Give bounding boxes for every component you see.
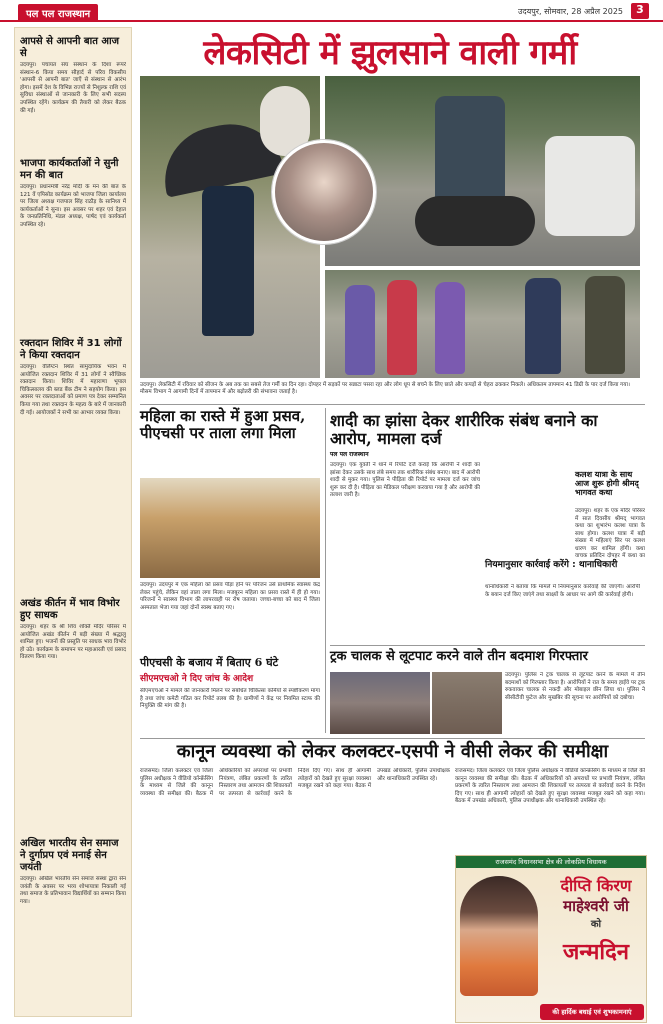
lead-photo-inset-circle [272,140,376,244]
left-item-body: उदयपुर। प्रधानमंत्री नरेंद्र मोदी के मन की बात के 121 वें एपिसोड कार्यक्रम को भाजपा जिला कार्यालय पर जिला अध्यक्ष गजपाल सिंह राठौड़ के सानिध्य में कार्यकर्ताओं ने सुना। इस अवसर पर शहर एवं देहात के जनप्रतिनिधि, मंडल अध्यक्ष, पार्षद एवं कार्यकर्ता उपस्थित रहे। [20,184,126,228]
story-subheadline: नियमानुसार कार्रवाई करेंगे : थानाधिकारी [485,560,618,570]
left-item [20,838,126,996]
story-kicker: सीएमएचओ ने दिए जांच के आदेश [140,674,254,684]
ad-name-line2: माहेश्वरी जी [563,897,629,915]
lead-photo-pedestrians [325,270,640,378]
ad-band: राजसमंद विधानसभा क्षेत्र की लोकप्रिय विधायक [456,856,646,868]
masthead [0,0,663,22]
story-headline: शादी का झांसा देकर शारीरिक संबंध बनाने का आरोप, मामला दर्ज [330,411,598,448]
story-photo-phc [140,478,320,578]
story-photo-police [432,672,502,734]
left-item-body: उदयपुर। अखिल भारतीय सेन समाज संस्था द्वारा सेन जयंती के अवसर पर भव्य शोभायात्रा निकाली गई तथा समाज के प्रतिभावान विद्यार्थियों का सम्मान किया गया। [20,876,126,905]
lead-headline: लेकसिटी में झुलसाने वाली गर्मी [203,33,577,73]
story-byline: पल पल राजस्थान [330,451,369,458]
ad-connector: को [590,919,602,930]
story-body: उदयपुर। पुलिस ने ट्रक चालक से लूटपाट करने के मामले में तीन बदमाशों को गिरफ्तार किया है। आरोपियों ने रात के समय हाईवे पर ट्रक रुकवाकर चालक से नकदी और मोबाइल छीन लिया था। पुलिस ने सीसीटीवी फुटेज और मुखबिर की सूचना पर आरोपियों को दबोचा। [505,672,645,701]
story-body: राजसमंद। जिला कलक्टर एवं जिला पुलिस अधीक्षक ने वीडियो कॉन्फ्रेंसिंग के माध्यम से जिले की कानून व्यवस्था की समीक्षा की। बैठक में अधिकारियों को अपराधों पर प्रभावी नियंत्रण, लंबित प्रकरणों के त्वरित निस्तारण तथा आमजन की शिकायतों पर तत्परता से कार्रवाई करने के निर्देश दिए गए। साथ ही आगामी त्योहारों को देखते हुए सुरक्षा व्यवस्था मजबूत रखने को कहा गया। बैठक में उपखंड अधिकारी, पुलिस उपाधीक्षक और थानाधिकारी उपस्थित रहे। [140,768,450,797]
left-column [14,27,132,1017]
story-body: सीएमएचओ ने मामले की जानकारी मिलने पर संबंधित चिकित्सा कर्मियों से स्पष्टीकरण मांगा है तथा जांच कमेटी गठित कर रिपोर्ट तलब की है। ग्रामीणों ने केंद्र पर नियमित स्टाफ की नियुक्ति की मांग की है। [140,688,320,709]
left-item-heading: अखिल भारतीय सेन समाज ने दुर्गाप्रप एवं मनाई सेन जयंती [20,838,119,873]
left-item [20,598,126,834]
story-headline: ट्रक चालक से लूटपाट करने वाले तीन बदमाश गिरफ्तार [330,649,588,664]
story-headline: महिला का रास्ते में हुआ प्रसव, पीएचसी पर ताला लगा मिला [140,407,306,442]
left-item [20,158,126,334]
scooter-shape [415,196,535,246]
story-body: थानाधिकारी ने बताया कि मामले में नियमानुसार कार्रवाई की जाएगी। आरोपी के बयान दर्ज किए जाएंगे तथा साक्ष्यों के आधार पर आगे की कार्रवाई होगी। [485,584,640,598]
divider [330,645,645,646]
story-headline: कानून व्यवस्था को लेकर कलक्टर-एसपी ने वीसी लेकर की समीक्षा [176,741,609,762]
divider [140,738,645,739]
pedestrian-figure [585,276,625,374]
left-item-heading: अखंड कीर्तन में भाव विभोर हुए साधक [20,598,120,621]
student-figure [202,186,254,336]
pedestrian-figure [387,280,417,375]
divider [140,404,645,405]
car-shape [545,136,635,236]
story-photo-accused [330,672,430,734]
left-item-body: उदयपुर। पचायत संघ संस्थान के दिशा रूपरे संस्थान-6 किया समय सौहार्द से परिव विकसीय 'आपसी से आपनी बात' जाएँ से संस्थान से आरंभ होगा। इसमें देश के विभिन्न राज्यों से निशुल्क राशि एवं सुविधा संस्थाओं से जानकारी के लिए सभी सदस्य उपस्थित रहेंगे। कार्यक्रम की तैयारी को लेकर बैठक की गई। [20,62,126,114]
story-body: उदयपुर। शहर के एक मंदिर परिसर में सात दिवसीय श्रीमद् भागवत कथा का शुभारंभ कलश यात्रा के साथ होगा। कलश यात्रा में बड़ी संख्या में महिलाएं सिर पर कलश धारण कर शामिल होंगी। कथा वाचक प्रतिदिन दोपहर में कथा का [575,508,645,558]
page-number: 3 [631,3,649,19]
ad-greeting: की हार्दिक बधाई एवं शुभकामनाएं [540,1004,644,1020]
section-tag: पल पल राजस्थान [18,4,98,22]
left-item [20,338,126,594]
pedestrian-figure [525,278,561,374]
left-item-body: उदयपुर। शहर के श्री शिव शक्ति मंदिर परिसर में आयोजित अखंड कीर्तन में बड़ी संख्या में श्रद्धालु शामिल हुए। भजनों की प्रस्तुति पर साधक भाव विभोर हो उठे। कार्यक्रम के समापन पर महाआरती एवं प्रसाद वितरण किया गया। [20,624,126,661]
dateline: उदयपुर, सोमवार, 28 अप्रैल 2025 [517,7,623,16]
birthday-ad [455,855,647,1023]
ad-occasion: जन्मदिन [562,939,630,965]
story-body: उदयपुर। एक युवती ने थाने में रिपोर्ट दर्ज कराई कि आरोपी ने शादी का झांसा देकर उसके साथ लंबे समय तक शारीरिक संबंध बनाए। बाद में आरोपी शादी से मुकर गया। पुलिस ने पीड़िता की रिपोर्ट पर मामला दर्ज कर जांच शुरू कर दी है। पीड़िता का मेडिकल परीक्षण करवाया गया है और आरोपी की तलाश जारी है। [330,462,480,498]
story-body: राजसमंद। जिला कलक्टर एवं जिला पुलिस अधीक्षक ने वीडियो कॉन्फ्रेंसिंग के माध्यम से जिले की कानून व्यवस्था की समीक्षा की। बैठक में अधिकारियों को अपराधों पर प्रभावी नियंत्रण, लंबित प्रकरणों के त्वरित निस्तारण तथा आमजन की शिकायतों पर तत्परता से कार्रवाई करने के निर्देश दिए गए। साथ ही आगामी त्योहारों को देखते हुए सुरक्षा व्यवस्था मजबूत रखने को कहा गया। बैठक में उपखंड अधिकारी, पुलिस उपाधीक्षक और थानाधिकारी उपस्थित रहे। [455,768,645,804]
lead-caption: उदयपुर। लेकसिटी में रविवार को सीजन के अब तक का सबसे तेज गर्मी का दिन रहा। दोपहर में सड़कों पर सन्नाटा पसरा रहा और लोग धूप से बचने के लिए छाते और कपड़ों से चेहरा ढककर निकले। अधिकतम तापमान 41 डिग्री के पार दर्ज किया गया। मौसम विभाग ने आगामी दिनों में तापमान में और बढ़ोतरी की संभावना जताई है। [140,382,630,396]
pedestrian-figure [345,285,375,375]
story-body: उदयपुर। उदयपुर में एक महिला को प्रसव पीड़ा होने पर परिजन उसे प्राथमिक स्वास्थ्य केंद्र लेकर पहुंचे, लेकिन वहां ताला लगा मिला। मजबूरन महिला का प्रसव रास्ते में ही हो गया। परिजनों ने स्वास्थ्य विभाग की लापरवाही पर रोष जताया। जच्चा-बच्चा को बाद में जिला अस्पताल भेजा गया जहां दोनों स्वस्थ बताए गए। [140,582,320,611]
story-headline: कलश यात्रा के साथ आज शुरू होगी श्रीमद् भागवत कथा [575,470,639,498]
story-subheadline: पीएचसी के बजाय में बिताए 6 घंटे [140,656,279,669]
ad-portrait [460,876,538,996]
left-item [20,36,126,154]
ad-name-line1: दीप्ति किरण [560,876,632,895]
left-item-heading: भाजपा कार्यकर्ताओं ने सुनी मन की बात [20,158,119,181]
lead-photo-scooter [325,76,640,266]
divider [325,408,326,733]
left-item-body: उदयपुर। वेलिंग्टन स्थित सामुदायिक भवन में आयोजित रक्तदान शिविर में 31 लोगों ने स्वैच्छिक रक्तदान किया। शिविर में महाराणा भूपाल चिकित्सालय की ब्लड बैंक टीम ने सहयोग किया। इस अवसर पर रक्तदाताओं को प्रमाण पत्र देकर सम्मानित किया गया तथा रक्तदान के महत्व के बारे में जानकारी दी गई। आयोजकों ने सभी का आभार व्यक्त किया। [20,364,126,416]
pedestrian-figure [435,282,465,374]
left-item-heading: आपसे से आपनी बात आज से [20,36,120,59]
left-item-heading: रक्तदान शिविर में 31 लोगों ने किया रक्तदान [20,338,122,361]
